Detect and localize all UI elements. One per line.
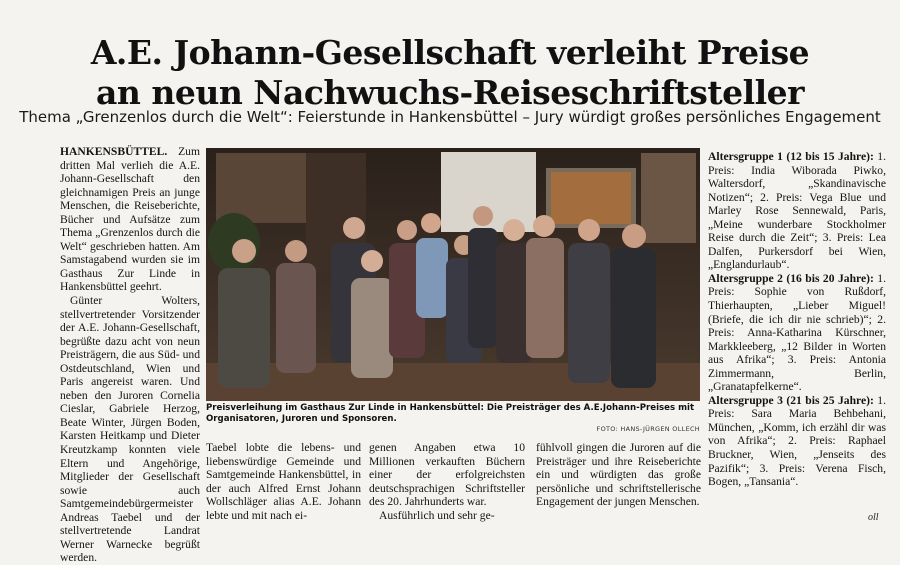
dateline: HANKENSBÜTTEL. — [60, 145, 168, 158]
headline — [0, 33, 900, 113]
article-column-1 — [60, 145, 200, 565]
headline-line-2: an neun Nachwuchs-Reiseschriftsteller — [95, 73, 805, 113]
article-paragraph-2: Günter Wolters, stellvertretender Vorsitzender der A.E. Johann-Gesellschaft, begrüßte dazu acht von neun Preisträgern, die aus Süd- und Ostdeutschland, Wien und Paris angereist waren. Und neben den Juroren Cornelia Cieslar, Gabriele Herzog, Beate Winter, Jürgen Boden, Karsten Heitkamp und Dieter Kreutzkamp konnten viele Eltern und Angehörige, Mitglieder der Gesellschaft sowie auch Samtgemeindebürgermeister Andreas Taebel und der stellvertretende Landrat Werner Warnecke begrüßt werden. — [60, 294, 200, 565]
column-3-text-continued: Ausführlich und sehr ge- — [379, 508, 495, 522]
age-group-1 — [708, 150, 886, 272]
article-column-4: fühlvoll gingen die Juroren auf die Preisträger und ihre Reiseberichte ein und würdigten das große persönliche und schriftstellerische Engagement der jungen Menschen. — [536, 441, 701, 509]
prize-list — [708, 150, 886, 489]
group-photo — [206, 148, 700, 401]
author-signature: oll — [868, 512, 879, 523]
subheadline: Thema „Grenzenlos durch die Welt“: Feierstunde in Hankensbüttel – Jury würdigt großes persönliches Engagement — [19, 108, 881, 126]
column-3-text: genen Angaben etwa 10 Millionen verkauften Büchern einer der erfolgreichsten deutschsprachigen Schriftsteller des 20. Jahrhunderts war. — [369, 441, 525, 509]
age-group-1-winners: 1. Preis: India Wiborada Piwko, Waltersdorf, „Skandinavische Notizen“; 2. Preis: Vega Blue und Marley Rose Sennewald, Paris, „Meine wunderbare Stockholmer Reise durch die Zeit“; 3. Preis: Lea Dalfen, Purkersdorf bei Wien, „Englandurlaub“. — [708, 150, 886, 272]
article-column-2: Taebel lobte die lebens- und liebenswürdige Gemeinde und Samtgemeinde Hankensbüttel, in der auch Alfred Ernst Johann Wollschläger alias A.E. Johann lebte und mit nach ei- — [206, 441, 361, 522]
age-group-2 — [708, 272, 886, 394]
age-group-3-heading: Altersgruppe 3 (21 bis 25 Jahre): — [708, 393, 874, 407]
age-group-1-heading: Altersgruppe 1 (12 bis 15 Jahre): — [708, 150, 874, 163]
age-group-3-winners: 1. Preis: Sara Maria Behbehani, München, „Komm, ich erzähl dir was von Afrika“; 2. Preis: Raphael Bruckner, Wien, „Jenseits des Pazifik“; 3. Preis: Verena Fisch, Bogen, „Tansania“. — [708, 393, 886, 489]
headline-line-1: A.E. Johann-Gesellschaft verleiht Preise — [90, 33, 810, 73]
photo-caption: Preisverleihung im Gasthaus Zur Linde in Hankensbüttel: Die Preisträger des A.E.Johann-Preises mit Organisatoren, Juroren und Sponsoren. — [206, 403, 695, 424]
article-paragraph-1 — [60, 145, 200, 294]
age-group-2-winners: 1. Preis: Sophie von Rußdorf, Thierhaupten, „Lieber Miguel! (Briefe, die ich dir nie schrieb)“; 2. Preis: Anna-Katharina Kürschner, Markkleeberg, „12 Bilder in Worten aus Afrika“; 3. Preis: Antonia Zimmermann, Berlin, „Granatapfelkerne“. — [708, 271, 886, 394]
age-group-2-heading: Altersgruppe 2 (16 bis 20 Jahre): — [708, 271, 874, 285]
paragraph-1-text: Zum dritten Mal verlieh die A.E. Johann-Gesellschaft den gleichnamigen Preis an junge Menschen, die Reiseberichte, Bücher und Aufsätze zum Thema „Grenzenlos durch die Welt“ geschrieben hatten. Am Samstagabend wurden sie im Gasthaus Zur Linde in Hankensbüttel geehrt. — [60, 145, 200, 294]
article-column-3 — [369, 441, 525, 522]
photo-credit: FOTO: HANS-JÜRGEN OLLECH — [596, 425, 700, 433]
age-group-3 — [708, 394, 886, 489]
group-photo-illustration — [206, 148, 700, 401]
